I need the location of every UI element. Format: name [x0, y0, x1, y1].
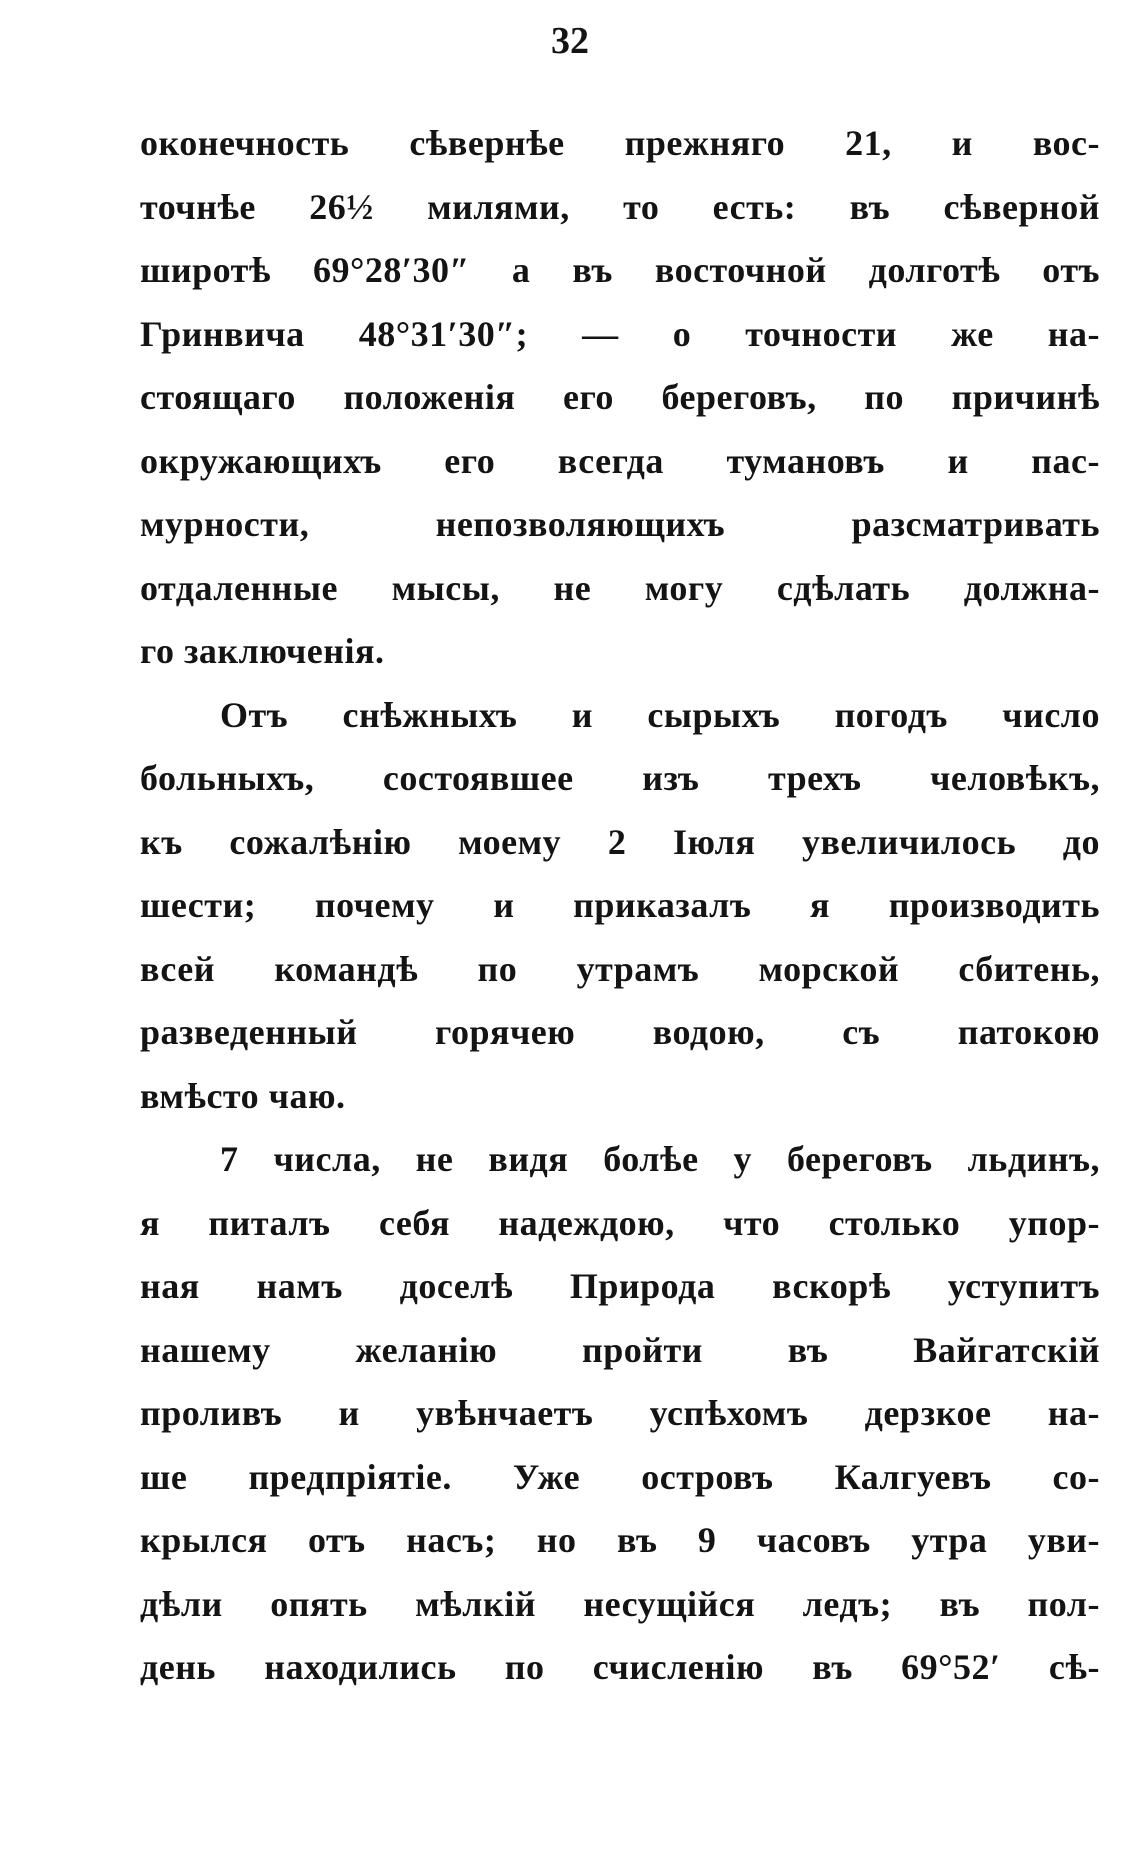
body-text — [140, 112, 1100, 1700]
text-line: окружающихъ его всегда тумановъ и пас- — [140, 440, 1100, 481]
text-line: я питалъ себя надеждою, что столько упор- — [140, 1202, 1100, 1243]
text-line: шести; почему и приказалъ я производить — [140, 885, 1100, 925]
text-line: нашему желанію пройти въ Вайгатскій — [140, 1329, 1100, 1370]
text-line: ная намъ доселѣ Природа вскорѣ уступитъ — [140, 1266, 1100, 1306]
text-line: больныхъ, состоявшее изъ трехъ человѣкъ, — [140, 758, 1100, 798]
text-line: разведенный горячею водою, съ патокою — [140, 1012, 1100, 1052]
paragraph-2 — [140, 684, 1100, 1129]
text-line: Отъ снѣжныхъ и сырыхъ погодъ число — [220, 694, 1100, 735]
text-line: всей командѣ по утрамъ морской сбитень, — [140, 948, 1100, 989]
text-line: широтѣ 69°28′30″ а въ восточной долготѣ отъ — [140, 250, 1100, 290]
text-line: го заключенія. — [140, 631, 385, 671]
text-line: стоящаго положенія его береговъ, по причинѣ — [140, 377, 1100, 417]
text-line: проливъ и увѣнчаетъ успѣхомъ дерзкое на- — [140, 1393, 1100, 1433]
text-line: оконечность сѣвернѣе прежняго 21, и вос- — [140, 123, 1100, 163]
text-line: отдаленные мысы, не могу сдѣлать должна- — [140, 567, 1100, 608]
text-line: точнѣе 26½ милями, то есть: въ сѣверной — [140, 186, 1100, 227]
text-line: дѣли опять мѣлкій несущійся ледъ; въ пол- — [140, 1583, 1100, 1624]
text-line: вмѣсто чаю. — [140, 1075, 346, 1116]
text-line: къ сожалѣнію моему 2 Іюля увеличилось до — [140, 821, 1100, 862]
text-line: мурности, непозволяющихъ разсматривать — [140, 504, 1100, 544]
text-line: Гринвича 48°31′30″; — о точности же на- — [140, 313, 1100, 354]
text-line: 7 числа, не видя болѣе у береговъ льдинъ, — [220, 1139, 1100, 1179]
text-line: крылся отъ насъ; но въ 9 часовъ утра уви- — [140, 1520, 1100, 1560]
text-line: день находились по счисленію въ 69°52′ сѣ- — [140, 1647, 1100, 1687]
paragraph-1 — [140, 112, 1100, 684]
page-number: 32 — [551, 20, 589, 62]
text-line: ше предпріятіе. Уже островъ Калгуевъ со- — [140, 1456, 1100, 1497]
paragraph-3 — [140, 1128, 1100, 1700]
